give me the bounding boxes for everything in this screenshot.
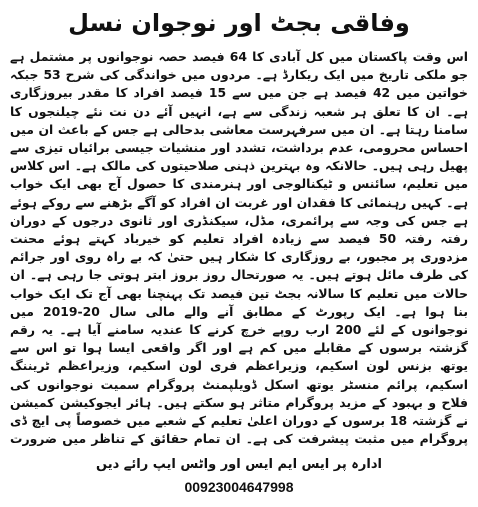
feedback-footer <box>10 454 468 504</box>
article-body <box>10 48 468 449</box>
feedback-note: ادارہ پر ایس ایم ایس اور واٹس ایپ رائے دیں <box>96 457 382 472</box>
article-headline: وفاقی بجٹ اور نوجوان نسل <box>68 9 410 37</box>
article-body-paragraph: اس وقت پاکستان میں کل آبادی کا 64 فیصد حصہ نوجوانوں پر مشتمل ہے جو ملکی تاریخ میں ایک ریکارڈ ہے۔ مردوں میں خواندگی کی شرح 53 جبکہ خواتین میں 42 فیصد ہے جن میں سے 15 فیصد افراد کا مقدر بیروزگاری ہے۔ ان کا تعلق ہر شعبہ زندگی سے ہے، انہیں آئے دن نت نئے چیلنجوں کا سامنا رہتا ہے۔ ان میں سرفہرست معاشی بدحالی ہے جس کے باعث ان میں احساس محرومی، عدم برداشت، تشدد اور منشیات جیسی برائیاں تیزی سے پھیل رہی ہیں۔ حالانکہ وہ بہترین ذہنی صلاحیتوں کی مالک ہے۔ اس کلاس میں تعلیم، سائنس و ٹیکنالوجی اور ہنرمندی کا حصول آج بھی ایک خواب ہے۔ کہیں رہنمائی کا فقدان اور غربت ان افراد کو آگے بڑھنے سے روکے ہوئے ہے جس کی وجہ سے پرائمری، مڈل، سیکنڈری اور ثانوی درجوں کے دوران رفتہ رفتہ 50 فیصد سے زیادہ افراد تعلیم کو خیرباد کہتے ہوئے محنت مزدوری پر مجبور، بے روزگاری کا شکار ہیں حتیٰ کہ بے راہ روی اور جرائم کی طرف مائل ہوتے ہیں۔ یہ صورتحال روز بروز ابتر ہوتی جا رہی ہے۔ ان حالات میں تعلیم کا سالانہ بجٹ تین فیصد تک پہنچنا بھی آج تک ایک خواب بنا ہوا ہے۔ ایک رپورٹ کے مطابق آنے والے مالی سال 20-2019 میں نوجوانوں کے لئے 200 ارب روپے خرچ کرنے کا عندیہ سامنے آیا ہے۔ یہ رقم گزشتہ برسوں کے مقابلے میں کم ہے اور اگر واقعی ایسا ہوا تو اس سے یوتھ بزنس لون اسکیم، وزیراعظم فری لون اسکیم، وزیراعظم ٹریننگ اسکیم، پرائم منسٹر یوتھ اسکل ڈویلپمنٹ پروگرام سمیت نوجوانوں کی فلاح و بہبود کے مزید پروگرام متاثر ہو سکتے ہیں۔ ہائر ایجوکیشن کمیشن نے گزشتہ 18 برسوں کے دوران اعلیٰ تعلیم کے شعبے میں خصوصاً پی ایچ ڈی پروگرام میں مثبت پیشرفت کی ہے۔ ان تمام حقائق کے تناظر میں ضرورت <box>10 49 468 447</box>
feedback-phone-number: 00923004647998 <box>184 479 294 495</box>
